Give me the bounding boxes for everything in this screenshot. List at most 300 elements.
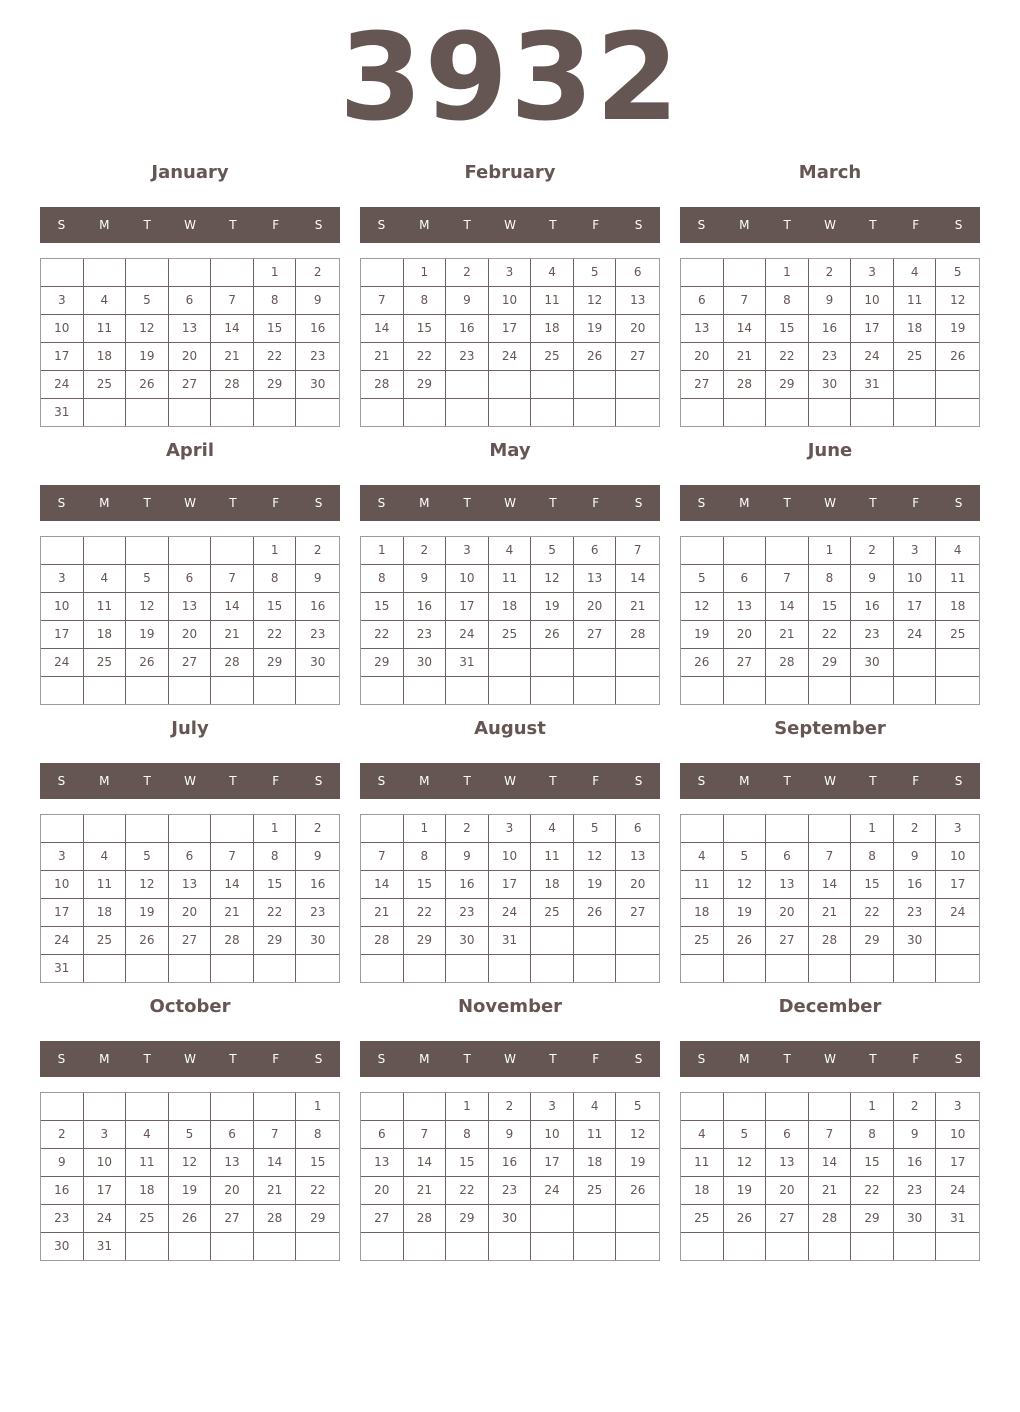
day-cell: 19 [616,1149,659,1177]
weekday-label: T [869,1052,877,1066]
day-cell: 10 [894,565,937,593]
day-cell: 13 [574,565,617,593]
day-cell [574,1205,617,1233]
day-cell: 17 [489,315,532,343]
day-cell: 29 [809,649,852,677]
day-cell: 13 [766,1149,809,1177]
day-cell: 26 [126,927,169,955]
day-cell: 27 [211,1205,254,1233]
day-cell: 7 [211,287,254,315]
day-cell [41,1093,84,1121]
day-cell: 24 [84,1205,127,1233]
year-title: 3932 [339,9,681,148]
day-cell: 2 [41,1121,84,1149]
day-cell: 2 [404,537,447,565]
day-cell: 16 [894,871,937,899]
day-cell [211,259,254,287]
day-cell: 4 [84,843,127,871]
day-cell: 22 [766,343,809,371]
day-cell [574,649,617,677]
weekday-label: F [912,218,920,232]
weekday-label: F [272,774,280,788]
day-cell [446,677,489,704]
day-cell: 23 [851,621,894,649]
day-cell: 29 [404,371,447,399]
day-cell: 23 [894,899,937,927]
day-cell: 26 [724,1205,767,1233]
day-cell: 28 [361,927,404,955]
day-cell: 25 [489,621,532,649]
day-cell: 17 [936,1149,979,1177]
day-cell: 23 [296,343,339,371]
day-cell [574,371,617,399]
day-cell: 17 [489,871,532,899]
day-cell: 3 [41,287,84,315]
day-cell: 2 [489,1093,532,1121]
day-cell: 21 [724,343,767,371]
day-grid [360,536,660,705]
day-cell: 24 [489,899,532,927]
day-cell [41,677,84,704]
day-cell: 17 [41,621,84,649]
day-cell [361,1093,404,1121]
day-cell: 11 [84,593,127,621]
day-cell: 22 [446,1177,489,1205]
day-cell: 7 [724,287,767,315]
day-cell [851,677,894,704]
weekday-label: W [184,218,196,232]
day-cell: 12 [616,1121,659,1149]
weekday-header [360,207,660,243]
weekday-header [680,1041,980,1077]
month-name: August [474,718,546,739]
day-cell: 7 [211,565,254,593]
day-cell: 1 [254,537,297,565]
day-cell: 9 [404,565,447,593]
day-cell [936,927,979,955]
day-cell [766,955,809,982]
day-cell [616,1233,659,1260]
day-cell [936,955,979,982]
day-cell [254,1093,297,1121]
day-cell [254,955,297,982]
day-cell: 26 [936,343,979,371]
day-cell [616,955,659,982]
day-cell [724,259,767,287]
day-cell: 24 [41,927,84,955]
day-cell: 16 [809,315,852,343]
month-name: December [778,996,882,1017]
day-cell: 7 [766,565,809,593]
day-cell [296,1233,339,1260]
day-cell: 17 [41,899,84,927]
day-cell: 10 [489,843,532,871]
day-cell: 19 [126,343,169,371]
day-cell: 13 [169,871,212,899]
day-cell: 15 [404,315,447,343]
weekday-label: S [697,774,706,788]
day-cell: 18 [894,315,937,343]
day-cell: 16 [404,593,447,621]
month-name: January [151,162,229,183]
day-cell: 21 [404,1177,447,1205]
day-cell: 10 [446,565,489,593]
day-cell: 25 [894,343,937,371]
day-cell [446,955,489,982]
day-cell: 18 [936,593,979,621]
day-cell: 8 [296,1121,339,1149]
day-cell: 3 [84,1121,127,1149]
day-cell: 3 [489,259,532,287]
weekday-label: T [783,1052,791,1066]
day-cell: 7 [361,843,404,871]
day-cell [404,1093,447,1121]
weekday-label: S [634,496,643,510]
day-cell [211,955,254,982]
day-grid [40,536,340,705]
day-cell [681,259,724,287]
weekday-label: F [912,1052,920,1066]
weekday-label: W [504,1052,516,1066]
day-cell: 12 [724,1149,767,1177]
day-cell: 1 [254,815,297,843]
day-cell: 28 [809,1205,852,1233]
day-cell: 17 [41,343,84,371]
day-cell: 10 [84,1149,127,1177]
day-cell: 10 [489,287,532,315]
day-cell: 23 [894,1177,937,1205]
day-cell: 14 [724,315,767,343]
day-cell [851,399,894,426]
day-cell: 4 [681,843,724,871]
day-cell: 15 [254,871,297,899]
day-cell: 25 [574,1177,617,1205]
day-cell: 23 [446,343,489,371]
day-cell [169,1233,212,1260]
day-cell [766,1233,809,1260]
day-cell: 11 [681,871,724,899]
day-cell: 4 [84,287,127,315]
day-cell [724,1233,767,1260]
day-cell: 18 [531,315,574,343]
day-cell: 20 [361,1177,404,1205]
day-cell: 15 [851,871,894,899]
weekday-header [680,485,980,521]
day-cell: 5 [574,815,617,843]
day-cell: 1 [851,815,894,843]
day-cell: 14 [361,871,404,899]
day-cell: 9 [296,843,339,871]
day-cell [851,955,894,982]
day-cell: 6 [766,1121,809,1149]
day-cell: 29 [446,1205,489,1233]
weekday-label: F [912,774,920,788]
day-cell: 16 [446,315,489,343]
day-grid [360,1092,660,1261]
day-cell [616,399,659,426]
day-cell: 14 [616,565,659,593]
day-cell [531,1205,574,1233]
weekday-label: W [184,496,196,510]
day-cell: 10 [41,593,84,621]
day-cell [361,955,404,982]
day-cell: 20 [766,899,809,927]
day-cell: 14 [766,593,809,621]
day-cell: 5 [724,1121,767,1149]
weekday-label: S [314,496,323,510]
day-cell [724,677,767,704]
weekday-label: S [314,774,323,788]
day-cell: 31 [851,371,894,399]
day-cell: 5 [169,1121,212,1149]
day-grid [680,814,980,983]
day-cell: 18 [489,593,532,621]
weekday-label: M [99,1052,110,1066]
weekday-label: T [143,774,151,788]
day-cell: 25 [84,371,127,399]
day-cell: 13 [724,593,767,621]
day-cell [254,1233,297,1260]
day-cell: 21 [809,1177,852,1205]
day-cell: 4 [531,815,574,843]
day-cell: 8 [254,565,297,593]
weekday-label: S [634,774,643,788]
day-cell [404,399,447,426]
day-cell: 24 [41,649,84,677]
day-cell: 7 [809,1121,852,1149]
day-cell: 26 [616,1177,659,1205]
day-cell: 14 [211,871,254,899]
weekday-label: F [592,218,600,232]
day-cell: 15 [254,315,297,343]
day-cell [211,537,254,565]
weekday-label: S [377,774,386,788]
day-grid [680,258,980,427]
day-cell: 9 [296,565,339,593]
day-cell: 1 [446,1093,489,1121]
day-cell [211,1093,254,1121]
day-cell: 27 [681,371,724,399]
day-cell: 5 [681,565,724,593]
day-cell: 24 [446,621,489,649]
day-cell: 18 [681,899,724,927]
day-cell: 27 [169,371,212,399]
weekday-label: S [954,774,963,788]
day-cell [169,815,212,843]
day-cell: 23 [446,899,489,927]
day-cell: 27 [169,649,212,677]
day-cell: 24 [41,371,84,399]
day-cell: 31 [489,927,532,955]
day-cell: 24 [936,1177,979,1205]
day-cell: 14 [254,1149,297,1177]
day-cell: 30 [489,1205,532,1233]
day-cell: 7 [404,1121,447,1149]
weekday-label: T [869,496,877,510]
day-cell [809,399,852,426]
day-cell: 1 [851,1093,894,1121]
day-cell: 19 [724,1177,767,1205]
day-cell: 24 [851,343,894,371]
day-cell: 25 [681,927,724,955]
day-cell [574,677,617,704]
weekday-header [360,485,660,521]
day-cell: 3 [936,815,979,843]
day-cell: 6 [574,537,617,565]
day-cell: 13 [616,287,659,315]
day-cell: 20 [574,593,617,621]
day-cell: 15 [254,593,297,621]
day-cell: 20 [766,1177,809,1205]
weekday-header [680,207,980,243]
weekday-label: S [57,218,66,232]
day-cell [489,955,532,982]
day-cell [766,537,809,565]
day-cell: 2 [809,259,852,287]
day-cell: 1 [361,537,404,565]
weekday-label: T [549,774,557,788]
weekday-label: T [463,218,471,232]
day-cell [41,259,84,287]
day-cell [126,1093,169,1121]
day-cell: 19 [724,899,767,927]
day-cell: 7 [254,1121,297,1149]
day-cell: 9 [489,1121,532,1149]
day-cell: 24 [936,899,979,927]
day-cell: 19 [126,621,169,649]
day-cell: 11 [574,1121,617,1149]
day-cell [446,1233,489,1260]
day-cell: 17 [446,593,489,621]
day-cell [894,1233,937,1260]
day-cell [84,815,127,843]
day-cell: 8 [404,843,447,871]
day-cell: 25 [84,649,127,677]
day-cell: 20 [616,871,659,899]
day-cell [809,815,852,843]
day-cell: 1 [296,1093,339,1121]
day-cell: 3 [851,259,894,287]
weekday-label: F [272,496,280,510]
day-cell: 10 [531,1121,574,1149]
day-cell [531,927,574,955]
day-cell: 13 [681,315,724,343]
weekday-label: W [184,1052,196,1066]
day-cell: 8 [851,1121,894,1149]
weekday-label: S [634,218,643,232]
day-cell: 30 [894,1205,937,1233]
day-cell: 13 [169,593,212,621]
day-grid [360,814,660,983]
day-cell: 18 [574,1149,617,1177]
day-cell [531,1233,574,1260]
day-cell: 4 [531,259,574,287]
day-cell: 13 [766,871,809,899]
day-cell: 28 [254,1205,297,1233]
day-cell: 31 [84,1233,127,1260]
weekday-label: F [912,496,920,510]
day-cell [766,677,809,704]
day-cell [446,371,489,399]
day-cell [361,399,404,426]
day-cell [41,537,84,565]
day-cell [169,955,212,982]
day-cell: 12 [681,593,724,621]
day-cell: 26 [574,899,617,927]
weekday-label: T [869,774,877,788]
day-cell [936,649,979,677]
day-cell: 26 [169,1205,212,1233]
weekday-label: T [549,1052,557,1066]
month-name: October [149,996,231,1017]
day-cell: 10 [851,287,894,315]
day-cell: 20 [724,621,767,649]
day-cell: 18 [84,621,127,649]
weekday-label: M [419,774,430,788]
day-cell: 22 [404,899,447,927]
day-cell: 2 [894,815,937,843]
day-cell: 11 [84,871,127,899]
day-cell: 6 [616,259,659,287]
day-cell [84,677,127,704]
day-cell: 4 [126,1121,169,1149]
day-cell [254,399,297,426]
day-cell [724,399,767,426]
weekday-label: T [229,496,237,510]
day-cell [724,955,767,982]
day-cell: 25 [531,899,574,927]
day-cell: 2 [296,815,339,843]
weekday-label: F [272,1052,280,1066]
weekday-label: W [824,496,836,510]
day-cell: 7 [361,287,404,315]
day-cell: 2 [851,537,894,565]
day-cell: 18 [126,1177,169,1205]
day-cell [616,649,659,677]
day-cell: 2 [894,1093,937,1121]
day-cell: 12 [169,1149,212,1177]
day-cell [404,955,447,982]
day-cell: 13 [169,315,212,343]
day-cell: 8 [361,565,404,593]
month-name: March [798,162,862,183]
day-cell: 10 [936,1121,979,1149]
day-cell: 31 [41,399,84,426]
day-cell [574,399,617,426]
day-cell: 29 [404,927,447,955]
weekday-label: S [377,496,386,510]
day-cell [681,1093,724,1121]
day-cell: 31 [446,649,489,677]
day-cell [404,677,447,704]
day-cell [169,677,212,704]
day-cell: 12 [574,843,617,871]
day-cell [724,815,767,843]
day-cell [489,649,532,677]
day-cell: 26 [126,371,169,399]
day-cell [809,1093,852,1121]
weekday-header [40,1041,340,1077]
day-cell [894,677,937,704]
day-cell: 27 [616,899,659,927]
day-cell: 15 [296,1149,339,1177]
day-cell: 6 [361,1121,404,1149]
day-cell [809,677,852,704]
day-cell [489,1233,532,1260]
weekday-label: M [419,1052,430,1066]
weekday-label: M [739,218,750,232]
day-cell [851,1233,894,1260]
